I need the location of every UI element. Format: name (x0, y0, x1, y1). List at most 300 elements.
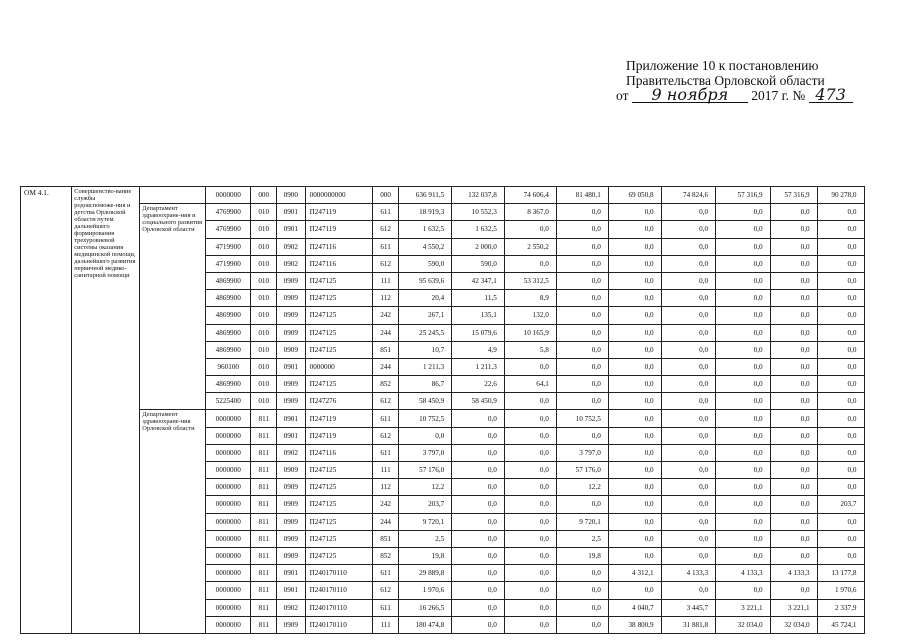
amount-cell: 0,0 (452, 565, 505, 582)
table-row (21, 410, 905, 427)
amount-cell: 0,0 (556, 255, 608, 272)
code-cell: 010 (251, 255, 277, 272)
amount-cell: 0,0 (556, 393, 608, 410)
amount-cell: 0,0 (661, 496, 716, 513)
code-cell: 0000000000 (305, 187, 373, 204)
amount-cell: 0,0 (504, 393, 556, 410)
amount-cell: 0,0 (608, 290, 661, 307)
code-cell: 0901 (276, 358, 305, 375)
amount-cell: 0,0 (661, 255, 716, 272)
amount-cell: 58 450,9 (452, 393, 505, 410)
code-cell: 811 (251, 496, 277, 513)
amount-cell: 0,0 (817, 410, 864, 427)
code-cell: П247119 (305, 427, 373, 444)
amount-cell: 32 034,0 (770, 616, 817, 633)
code-cell: 4719900 (206, 255, 251, 272)
code-cell: 852 (373, 547, 399, 564)
amount-cell: 0,0 (716, 427, 771, 444)
amount-cell: 0,0 (817, 462, 864, 479)
code-cell: П247125 (305, 324, 373, 341)
amount-cell: 0,0 (452, 616, 505, 633)
amount-cell: 0,0 (504, 547, 556, 564)
code-cell: 010 (251, 307, 277, 324)
amount-cell: 10 165,9 (504, 324, 556, 341)
amount-cell: 0,0 (661, 238, 716, 255)
amount-cell: 0,0 (556, 565, 608, 582)
code-cell: 010 (251, 376, 277, 393)
amount-cell: 10,7 (398, 341, 451, 358)
amount-cell: 4,9 (452, 341, 505, 358)
amount-cell: 32 034,0 (716, 616, 771, 633)
code-cell: 010 (251, 238, 277, 255)
amount-cell: 1 632,5 (452, 221, 505, 238)
amount-cell: 0,0 (608, 444, 661, 461)
amount-cell: 4 133,3 (661, 565, 716, 582)
amount-cell: 0,0 (452, 462, 505, 479)
amount-cell: 0,0 (452, 547, 505, 564)
amount-cell: 0,0 (556, 582, 608, 599)
item-description-cell: Совершенство-вание службы родовспоможе-ния и детства Орловской области путем дальнейшего формирования трехуровневой системы оказания медицинской помощи, дальнейшего развития первичной медико-санитарной помощи (72, 187, 140, 634)
code-cell: 4869900 (206, 376, 251, 393)
code-cell: 0000000 (206, 513, 251, 530)
amount-cell: 0,0 (452, 427, 505, 444)
amount-cell: 0,0 (817, 290, 864, 307)
amount-cell: 3 221,1 (716, 599, 771, 616)
code-cell: 611 (373, 238, 399, 255)
amount-cell: 0,0 (770, 341, 817, 358)
code-cell: П247119 (305, 221, 373, 238)
amount-cell: 38 800,9 (608, 616, 661, 633)
code-cell: 0902 (276, 444, 305, 461)
code-cell: 811 (251, 462, 277, 479)
amount-cell: 4 133,3 (770, 565, 817, 582)
amount-cell: 19,8 (398, 547, 451, 564)
amount-cell: 0,0 (556, 324, 608, 341)
code-cell: 242 (373, 496, 399, 513)
code-cell: 0000000 (206, 444, 251, 461)
handwritten-date: 9 ноября (632, 88, 748, 103)
amount-cell: 2 550,2 (504, 238, 556, 255)
amount-cell: 0,0 (661, 290, 716, 307)
code-cell: 112 (373, 479, 399, 496)
code-cell: П247116 (305, 238, 373, 255)
amount-cell: 0,0 (608, 582, 661, 599)
amount-cell: 86,7 (398, 376, 451, 393)
code-cell: 811 (251, 444, 277, 461)
code-cell: 851 (373, 341, 399, 358)
code-cell: 0909 (276, 616, 305, 633)
amount-cell: 0,0 (661, 479, 716, 496)
table-row (21, 187, 905, 204)
amount-cell: 0,0 (817, 307, 864, 324)
code-cell: П247125 (305, 341, 373, 358)
amount-cell: 0,0 (716, 530, 771, 547)
code-cell: 612 (373, 221, 399, 238)
amount-cell: 2,5 (556, 530, 608, 547)
code-cell: 0909 (276, 290, 305, 307)
amount-cell: 0,0 (770, 513, 817, 530)
amount-cell: 0,0 (661, 462, 716, 479)
amount-cell: 9 720,1 (398, 513, 451, 530)
code-cell: 5225400 (206, 393, 251, 410)
code-cell: 0902 (276, 238, 305, 255)
amount-cell: 74 824,6 (661, 187, 716, 204)
appendix-date-line (600, 85, 880, 104)
amount-cell: 12,2 (398, 479, 451, 496)
code-cell: 0901 (276, 410, 305, 427)
amount-cell: 81 480,1 (556, 187, 608, 204)
table-body (21, 187, 905, 634)
amount-cell: 0,0 (817, 255, 864, 272)
code-cell: 4769900 (206, 221, 251, 238)
code-cell: П247125 (305, 307, 373, 324)
amount-cell: 3 445,7 (661, 599, 716, 616)
amount-cell: 0,0 (661, 547, 716, 564)
amount-cell: 29 889,8 (398, 565, 451, 582)
amount-cell: 0,0 (661, 513, 716, 530)
amount-cell: 8,9 (504, 290, 556, 307)
amount-cell: 180 474,8 (398, 616, 451, 633)
code-cell: 0000000 (206, 410, 251, 427)
code-cell: 811 (251, 547, 277, 564)
amount-cell: 22,6 (452, 376, 505, 393)
amount-cell: 0,0 (716, 393, 771, 410)
code-cell: 611 (373, 599, 399, 616)
code-cell: 0909 (276, 496, 305, 513)
amount-cell: 10 552,3 (452, 204, 505, 221)
amount-cell: 0,0 (504, 462, 556, 479)
amount-cell: 132 037,8 (452, 187, 505, 204)
code-cell: 612 (373, 255, 399, 272)
amount-cell: 0,0 (452, 444, 505, 461)
handwritten-number: 473 (809, 88, 853, 103)
amount-cell: 203,7 (398, 496, 451, 513)
code-cell: 0000000 (206, 187, 251, 204)
amount-cell: 0,0 (608, 393, 661, 410)
code-cell: 0901 (276, 565, 305, 582)
amount-cell: 0,0 (770, 290, 817, 307)
amount-cell: 0,0 (504, 582, 556, 599)
amount-cell: 0,0 (504, 530, 556, 547)
amount-cell: 0,0 (770, 238, 817, 255)
code-cell: П247276 (305, 393, 373, 410)
code-cell: П247125 (305, 272, 373, 289)
code-cell: 811 (251, 410, 277, 427)
amount-cell: 0,0 (608, 255, 661, 272)
code-cell: 960100 (206, 358, 251, 375)
amount-cell: 0,0 (661, 341, 716, 358)
amount-cell: 0,0 (817, 204, 864, 221)
amount-cell: 0,0 (661, 427, 716, 444)
amount-cell: 0,0 (556, 221, 608, 238)
amount-cell: 0,0 (608, 204, 661, 221)
amount-cell: 0,0 (817, 479, 864, 496)
amount-cell: 95 639,6 (398, 272, 451, 289)
amount-cell: 0,0 (817, 358, 864, 375)
code-cell: 0909 (276, 393, 305, 410)
amount-cell: 57 176,0 (556, 462, 608, 479)
amount-cell: 0,0 (452, 513, 505, 530)
amount-cell: 0,0 (452, 582, 505, 599)
amount-cell: 0,0 (716, 444, 771, 461)
amount-cell: 0,0 (817, 547, 864, 564)
amount-cell: 0,0 (608, 462, 661, 479)
code-cell: П247116 (305, 255, 373, 272)
amount-cell: 57 316,9 (716, 187, 771, 204)
amount-cell: 9 720,1 (556, 513, 608, 530)
code-cell: П247119 (305, 204, 373, 221)
amount-cell: 0,0 (504, 444, 556, 461)
amount-cell: 25 245,5 (398, 324, 451, 341)
amount-cell: 0,0 (817, 513, 864, 530)
amount-cell: 0,0 (661, 272, 716, 289)
code-cell: 112 (373, 290, 399, 307)
amount-cell: 2 000,0 (452, 238, 505, 255)
amount-cell: 0,0 (661, 221, 716, 238)
from-label: от (616, 88, 629, 103)
amount-cell: 3 221,1 (770, 599, 817, 616)
code-cell: 612 (373, 582, 399, 599)
amount-cell: 0,0 (608, 358, 661, 375)
amount-cell: 0,0 (556, 238, 608, 255)
amount-cell: 0,0 (504, 358, 556, 375)
amount-cell: 10 752,5 (398, 410, 451, 427)
amount-cell: 0,0 (770, 358, 817, 375)
amount-cell: 0,0 (608, 513, 661, 530)
department-blank-cell (140, 187, 206, 204)
code-cell: П240170110 (305, 599, 373, 616)
code-cell: 010 (251, 290, 277, 307)
amount-cell: 0,0 (770, 324, 817, 341)
amount-cell: 0,0 (716, 582, 771, 599)
code-cell: П240170110 (305, 582, 373, 599)
amount-cell: 0,0 (770, 462, 817, 479)
amount-cell: 74 606,4 (504, 187, 556, 204)
amount-cell: 19,8 (556, 547, 608, 564)
code-cell: 0000000 (206, 547, 251, 564)
code-cell: 811 (251, 565, 277, 582)
table-row (21, 204, 905, 221)
amount-cell: 0,0 (770, 204, 817, 221)
code-cell: П240170110 (305, 616, 373, 633)
amount-cell: 0,0 (556, 204, 608, 221)
amount-cell: 203,7 (817, 496, 864, 513)
code-cell: 4719900 (206, 238, 251, 255)
amount-cell: 0,0 (452, 496, 505, 513)
amount-cell: 0,0 (770, 530, 817, 547)
amount-cell: 4 133,3 (716, 565, 771, 582)
amount-cell: 0,0 (556, 376, 608, 393)
code-cell: 0909 (276, 324, 305, 341)
code-cell: 811 (251, 479, 277, 496)
amount-cell: 0,0 (716, 513, 771, 530)
amount-cell: 1 211,3 (398, 358, 451, 375)
code-cell: 0909 (276, 530, 305, 547)
amount-cell: 0,0 (608, 341, 661, 358)
code-cell: 811 (251, 599, 277, 616)
amount-cell: 16 266,5 (398, 599, 451, 616)
amount-cell: 0,0 (608, 376, 661, 393)
amount-cell: 590,0 (398, 255, 451, 272)
code-cell: 0909 (276, 513, 305, 530)
amount-cell: 0,0 (770, 272, 817, 289)
amount-cell: 0,0 (608, 496, 661, 513)
amount-cell: 1 970,6 (398, 582, 451, 599)
amount-cell: 4 550,2 (398, 238, 451, 255)
amount-cell: 0,0 (398, 427, 451, 444)
item-code-cell: ОМ 4.1. (21, 187, 72, 634)
amount-cell: 0,0 (661, 376, 716, 393)
amount-cell: 0,0 (817, 444, 864, 461)
amount-cell: 57 176,0 (398, 462, 451, 479)
amount-cell: 0,0 (556, 290, 608, 307)
code-cell: 4869900 (206, 341, 251, 358)
amount-cell: 0,0 (661, 444, 716, 461)
code-cell: 244 (373, 324, 399, 341)
amount-cell: 0,0 (770, 255, 817, 272)
code-cell: П247125 (305, 547, 373, 564)
code-cell: 4869900 (206, 272, 251, 289)
amount-cell: 0,0 (716, 462, 771, 479)
amount-cell: 0,0 (452, 530, 505, 547)
amount-cell: 0,0 (504, 496, 556, 513)
code-cell: 0909 (276, 341, 305, 358)
code-cell: 4769900 (206, 204, 251, 221)
amount-cell: 64,1 (504, 376, 556, 393)
amount-cell: 12,2 (556, 479, 608, 496)
code-cell: 0902 (276, 255, 305, 272)
amount-cell: 0,0 (504, 479, 556, 496)
amount-cell: 4 040,7 (608, 599, 661, 616)
code-cell: 244 (373, 513, 399, 530)
amount-cell: 0,0 (556, 427, 608, 444)
amount-cell: 8 367,0 (504, 204, 556, 221)
code-cell: 010 (251, 341, 277, 358)
code-cell: 0909 (276, 479, 305, 496)
code-cell: 0902 (276, 599, 305, 616)
amount-cell: 0,0 (770, 307, 817, 324)
amount-cell: 0,0 (661, 358, 716, 375)
code-cell: 0909 (276, 307, 305, 324)
code-cell: 010 (251, 324, 277, 341)
code-cell: 111 (373, 616, 399, 633)
amount-cell: 0,0 (608, 547, 661, 564)
amount-cell: 69 050,8 (608, 187, 661, 204)
amount-cell: 42 347,1 (452, 272, 505, 289)
amount-cell: 0,0 (716, 358, 771, 375)
amount-cell: 0,0 (556, 599, 608, 616)
amount-cell: 1 970,6 (817, 582, 864, 599)
amount-cell: 0,0 (817, 341, 864, 358)
code-cell: П247125 (305, 290, 373, 307)
amount-cell: 0,0 (661, 530, 716, 547)
amount-cell: 45 724,1 (817, 616, 864, 633)
code-cell: 0000000 (206, 582, 251, 599)
code-cell: 000 (251, 187, 277, 204)
amount-cell: 0,0 (556, 307, 608, 324)
amount-cell: 0,0 (716, 324, 771, 341)
code-cell: П247125 (305, 530, 373, 547)
amount-cell: 0,0 (504, 427, 556, 444)
amount-cell: 0,0 (770, 393, 817, 410)
amount-cell: 0,0 (770, 376, 817, 393)
code-cell: 0909 (276, 462, 305, 479)
amount-cell: 0,0 (817, 272, 864, 289)
amount-cell: 0,0 (608, 530, 661, 547)
amount-cell: 0,0 (716, 307, 771, 324)
code-cell: 0000000 (206, 479, 251, 496)
amount-cell: 0,0 (770, 410, 817, 427)
code-cell: 0000000 (206, 565, 251, 582)
department-cell: Департамент здравоохране-ния и социального развития Орловской области (140, 204, 206, 410)
amount-cell: 2,5 (398, 530, 451, 547)
amount-cell: 267,1 (398, 307, 451, 324)
appendix-authority: Правительства Орловской области (626, 73, 825, 88)
code-cell: 0000000 (206, 599, 251, 616)
amount-cell: 0,0 (817, 324, 864, 341)
amount-cell: 0,0 (452, 410, 505, 427)
budget-table (20, 186, 905, 634)
amount-cell: 0,0 (556, 616, 608, 633)
amount-cell: 1 632,5 (398, 221, 451, 238)
code-cell: П247125 (305, 462, 373, 479)
code-cell: 010 (251, 221, 277, 238)
amount-cell: 0,0 (817, 393, 864, 410)
code-cell: 111 (373, 462, 399, 479)
code-cell: 010 (251, 358, 277, 375)
amount-cell: 0,0 (817, 530, 864, 547)
amount-cell: 0,0 (556, 272, 608, 289)
amount-cell: 0,0 (504, 565, 556, 582)
code-cell: 0901 (276, 427, 305, 444)
amount-cell: 0,0 (608, 272, 661, 289)
amount-cell: 0,0 (716, 376, 771, 393)
amount-cell: 0,0 (770, 496, 817, 513)
amount-cell: 0,0 (504, 221, 556, 238)
amount-cell: 0,0 (661, 410, 716, 427)
code-cell: 0901 (276, 221, 305, 238)
code-cell: П247125 (305, 376, 373, 393)
code-cell: П247119 (305, 410, 373, 427)
amount-cell: 0,0 (452, 479, 505, 496)
amount-cell: 0,0 (716, 272, 771, 289)
amount-cell: 636 911,5 (398, 187, 451, 204)
code-cell: 612 (373, 393, 399, 410)
amount-cell: 0,0 (504, 255, 556, 272)
amount-cell: 0,0 (770, 582, 817, 599)
amount-cell: 0,0 (608, 307, 661, 324)
code-cell: 0000000 (206, 530, 251, 547)
amount-cell: 0,0 (716, 255, 771, 272)
amount-cell: 10 752,5 (556, 410, 608, 427)
amount-cell: 132,0 (504, 307, 556, 324)
code-cell: 010 (251, 393, 277, 410)
code-cell: П247125 (305, 496, 373, 513)
amount-cell: 0,0 (770, 547, 817, 564)
amount-cell: 0,0 (716, 221, 771, 238)
amount-cell: 18 919,3 (398, 204, 451, 221)
amount-cell: 0,0 (608, 221, 661, 238)
code-cell: 811 (251, 582, 277, 599)
code-cell: 4869900 (206, 324, 251, 341)
amount-cell: 0,0 (716, 238, 771, 255)
year-number-label: 2017 г. № (751, 88, 806, 103)
amount-cell: 0,0 (608, 410, 661, 427)
amount-cell: 0,0 (716, 479, 771, 496)
code-cell: 0901 (276, 582, 305, 599)
amount-cell: 5,8 (504, 341, 556, 358)
amount-cell: 0,0 (661, 307, 716, 324)
